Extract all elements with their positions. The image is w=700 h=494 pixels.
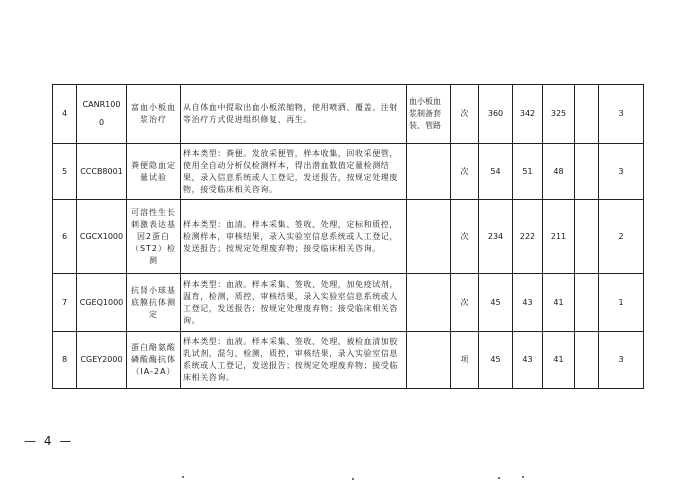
item-content: 样本类型：粪便。发放采便管，样本收集，回收采便管，使用全自动分析仪检测样本，得出潜血数值定量检测结果，录入信息系统或人工登记，发送报告，按规定处理废物，接受临床相关咨询。 xyxy=(181,144,407,200)
item-code xyxy=(77,85,127,144)
blank-cell xyxy=(575,332,599,389)
item-name: 富血小板血浆治疗 xyxy=(127,85,181,144)
table-row xyxy=(53,200,644,274)
item-code xyxy=(77,144,127,200)
table-row xyxy=(53,274,644,332)
item-code-line: CANR100 xyxy=(82,100,121,109)
item-code-line: CGEY2000 xyxy=(80,355,123,364)
item-code-line: CGCX1000 xyxy=(79,231,124,241)
price-level-3: 211 xyxy=(543,200,575,274)
price-level-3: 41 xyxy=(543,332,575,389)
page-number: — 4 — xyxy=(24,434,74,448)
table-row xyxy=(53,144,644,200)
item-code-line: CCCB8001 xyxy=(80,166,123,176)
item-code-line: CGEQ1000 xyxy=(79,297,124,307)
item-code-line: 0 xyxy=(98,118,105,127)
item-unit: 次 xyxy=(451,144,479,200)
price-level-1: 45 xyxy=(479,274,513,332)
price-level-2: 222 xyxy=(513,200,543,274)
price-level-3: 48 xyxy=(543,144,575,200)
item-unit: 次 xyxy=(451,200,479,274)
item-unit: 次 xyxy=(451,85,479,144)
blank-cell xyxy=(575,200,599,274)
row-number: 6 xyxy=(53,200,77,274)
table-row xyxy=(53,85,644,144)
item-name: 蛋白酪氨酸磷酸酶抗体（IA-2A） xyxy=(127,332,181,389)
item-code xyxy=(77,200,127,274)
item-name: 粪便隐血定量试验 xyxy=(127,144,181,200)
item-content: 样本类型：血液。样本采集、签收、处理，加免疫试剂，温育，检测，质控，审核结果，录入实验室信息系统或人工登记，发送报告；按规定处理废弃物；接受临床相关咨询。 xyxy=(181,274,407,332)
price-level-2: 43 xyxy=(513,274,543,332)
blank-cell xyxy=(575,144,599,200)
scan-speck xyxy=(352,478,354,480)
price-level-1: 45 xyxy=(479,332,513,389)
price-level-1: 54 xyxy=(479,144,513,200)
item-exclusions xyxy=(407,144,451,200)
item-note: 2 xyxy=(599,200,644,274)
item-note: 3 xyxy=(599,85,644,144)
item-content: 样本类型：血液。样本采集、签收、处理，被检血清加胶乳试剂，混匀，检测，质控，审核结果，录入实验室信息系统或人工登记，发送报告；按规定处理废弃物；接受临床相关咨询。 xyxy=(181,332,407,389)
item-note: 3 xyxy=(599,332,644,389)
item-note: 3 xyxy=(599,144,644,200)
price-level-2: 51 xyxy=(513,144,543,200)
item-note: 1 xyxy=(599,274,644,332)
row-number: 7 xyxy=(53,274,77,332)
price-level-3: 325 xyxy=(543,85,575,144)
item-code xyxy=(77,274,127,332)
item-name: 可溶性生长刺激表达基因2蛋白（ST2）检测 xyxy=(127,200,181,274)
price-level-1: 360 xyxy=(479,85,513,144)
item-exclusions xyxy=(407,274,451,332)
price-level-2: 342 xyxy=(513,85,543,144)
item-exclusions: 血小板血浆制备套装、管路 xyxy=(407,85,451,144)
item-content: 样本类型：血清。样本采集、签收、处理，定标和质控，检测样本，审核结果，录入实验室信息系统或人工登记，发送报告；按规定处理废弃物；接受临床相关咨询。 xyxy=(181,200,407,274)
item-code xyxy=(77,332,127,389)
table-row xyxy=(53,332,644,389)
scan-speck xyxy=(522,476,524,478)
item-unit: 项 xyxy=(451,332,479,389)
item-content: 从自体血中提取出血小板浓缩物，使用喷洒、覆盖、注射等治疗方式促进组织修复、再生。 xyxy=(181,85,407,144)
item-unit: 次 xyxy=(451,274,479,332)
item-exclusions xyxy=(407,332,451,389)
blank-cell xyxy=(575,274,599,332)
row-number: 8 xyxy=(53,332,77,389)
fee-table xyxy=(52,84,644,389)
price-level-1: 234 xyxy=(479,200,513,274)
scan-speck xyxy=(498,477,500,479)
item-name: 抗肾小球基底膜抗体测定 xyxy=(127,274,181,332)
row-number: 4 xyxy=(53,85,77,144)
item-exclusions xyxy=(407,200,451,274)
row-number: 5 xyxy=(53,144,77,200)
scan-speck xyxy=(182,476,184,478)
price-level-3: 41 xyxy=(543,274,575,332)
price-level-2: 43 xyxy=(513,332,543,389)
blank-cell xyxy=(575,85,599,144)
